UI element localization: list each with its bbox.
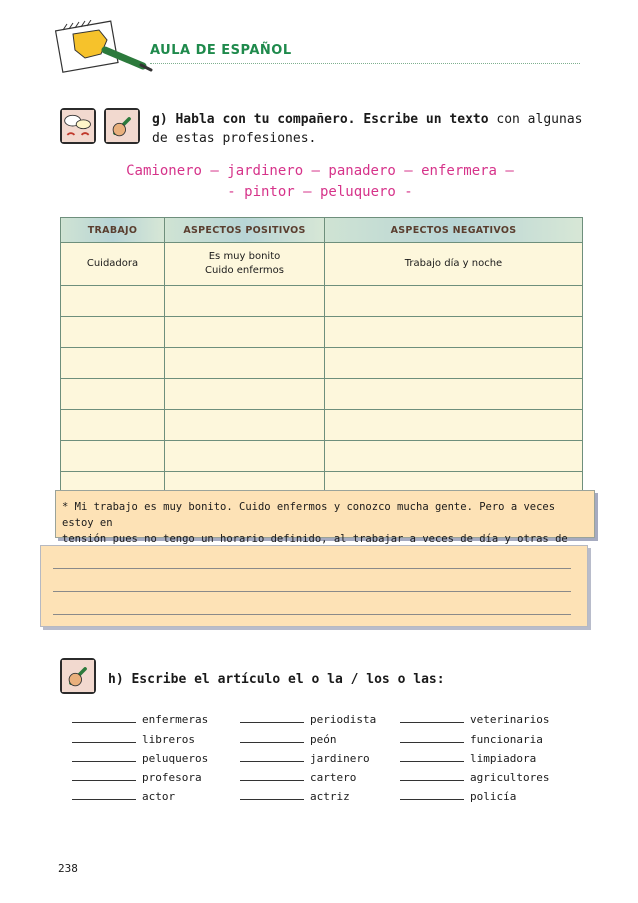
article-word: periodista bbox=[310, 713, 377, 726]
answer-blank[interactable] bbox=[72, 751, 136, 762]
table-row[interactable] bbox=[61, 379, 583, 410]
article-word: libreros bbox=[142, 733, 195, 746]
blank-cell[interactable] bbox=[165, 348, 325, 379]
article-item[interactable] bbox=[72, 712, 208, 726]
blank-cell[interactable] bbox=[61, 441, 165, 472]
header-divider bbox=[150, 63, 580, 64]
blank-cell[interactable] bbox=[325, 286, 583, 317]
answer-blank[interactable] bbox=[240, 712, 304, 723]
article-item[interactable] bbox=[72, 751, 208, 765]
article-item[interactable] bbox=[72, 770, 202, 784]
writing-area[interactable] bbox=[40, 545, 588, 627]
article-word: enfermeras bbox=[142, 713, 209, 726]
positivos-line-2: Cuido enfermos bbox=[205, 265, 284, 276]
answer-blank[interactable] bbox=[72, 732, 136, 743]
task-g-instruction bbox=[152, 110, 592, 148]
blank-cell[interactable] bbox=[325, 379, 583, 410]
answer-blank[interactable] bbox=[400, 770, 464, 781]
example-text-note bbox=[55, 490, 595, 545]
article-item[interactable] bbox=[240, 770, 356, 784]
cell-negativos: Trabajo día y noche bbox=[325, 243, 583, 286]
article-word: profesora bbox=[142, 771, 202, 784]
blank-cell[interactable] bbox=[165, 317, 325, 348]
article-item[interactable] bbox=[400, 712, 549, 726]
article-item[interactable] bbox=[400, 789, 516, 803]
professions-line-2: - pintor – peluquero - bbox=[227, 184, 413, 200]
col-header-trabajo: TRABAJO bbox=[61, 218, 165, 243]
article-item[interactable] bbox=[240, 712, 376, 726]
article-item[interactable] bbox=[400, 732, 543, 746]
answer-blank[interactable] bbox=[72, 770, 136, 781]
article-word: policía bbox=[470, 790, 517, 803]
answer-blank[interactable] bbox=[240, 789, 304, 800]
article-item[interactable] bbox=[240, 732, 337, 746]
answer-blank[interactable] bbox=[400, 751, 464, 762]
article-word: veterinarios bbox=[470, 713, 550, 726]
answer-blank[interactable] bbox=[240, 751, 304, 762]
answer-blank[interactable] bbox=[400, 732, 464, 743]
blank-cell[interactable] bbox=[165, 379, 325, 410]
article-item[interactable] bbox=[72, 732, 195, 746]
article-item[interactable] bbox=[72, 789, 175, 803]
blank-cell[interactable] bbox=[325, 441, 583, 472]
blank-cell[interactable] bbox=[325, 348, 583, 379]
hand-pencil-icon bbox=[104, 108, 140, 144]
blank-cell[interactable] bbox=[61, 410, 165, 441]
article-word: limpiadora bbox=[470, 752, 537, 765]
table-row[interactable] bbox=[61, 286, 583, 317]
positivos-line-1: Es muy bonito bbox=[208, 251, 281, 262]
professions-table bbox=[60, 217, 583, 503]
answer-blank[interactable] bbox=[400, 712, 464, 723]
answer-blank[interactable] bbox=[240, 732, 304, 743]
answer-blank[interactable] bbox=[72, 789, 136, 800]
blank-cell[interactable] bbox=[325, 410, 583, 441]
speech-bubbles-icon bbox=[60, 108, 96, 144]
article-item[interactable] bbox=[400, 751, 536, 765]
professions-line-1: Camionero – jardinero – panadero – enfermera – bbox=[126, 163, 514, 179]
article-item[interactable] bbox=[240, 751, 370, 765]
article-word: funcionaria bbox=[470, 733, 543, 746]
article-word: agricultores bbox=[470, 771, 550, 784]
article-word: jardinero bbox=[310, 752, 370, 765]
note-line-1: * Mi trabajo es muy bonito. Cuido enfermos y conozco mucha gente. Pero a veces estoy en bbox=[62, 501, 556, 529]
writing-line[interactable] bbox=[53, 591, 571, 592]
task-h-instruction: h) Escribe el artículo el o la / los o las: bbox=[108, 672, 445, 687]
blank-cell[interactable] bbox=[61, 286, 165, 317]
article-item[interactable] bbox=[400, 770, 549, 784]
col-header-negativos: ASPECTOS NEGATIVOS bbox=[325, 218, 583, 243]
blank-cell[interactable] bbox=[61, 379, 165, 410]
article-word: actriz bbox=[310, 790, 350, 803]
cell-trabajo: Cuidadora bbox=[61, 243, 165, 286]
blank-cell[interactable] bbox=[325, 317, 583, 348]
table-row[interactable] bbox=[61, 317, 583, 348]
article-word: peluqueros bbox=[142, 752, 209, 765]
article-item[interactable] bbox=[240, 789, 350, 803]
blank-cell[interactable] bbox=[165, 286, 325, 317]
article-word: cartero bbox=[310, 771, 357, 784]
answer-blank[interactable] bbox=[72, 712, 136, 723]
blank-cell[interactable] bbox=[165, 410, 325, 441]
table-row[interactable] bbox=[61, 410, 583, 441]
answer-blank[interactable] bbox=[400, 789, 464, 800]
blank-cell[interactable] bbox=[165, 441, 325, 472]
cell-positivos bbox=[165, 243, 325, 286]
table-row[interactable] bbox=[61, 348, 583, 379]
writing-line[interactable] bbox=[53, 614, 571, 615]
article-word: actor bbox=[142, 790, 176, 803]
page-number: 238 bbox=[58, 862, 78, 875]
writing-line[interactable] bbox=[53, 568, 571, 569]
col-header-positivos: ASPECTOS POSITIVOS bbox=[165, 218, 325, 243]
article-word: peón bbox=[310, 733, 337, 746]
blank-cell[interactable] bbox=[61, 317, 165, 348]
book-map-logo bbox=[55, 20, 165, 82]
header-title: AULA DE ESPAÑOL bbox=[150, 43, 292, 58]
table-row-example bbox=[61, 243, 583, 286]
blank-cell[interactable] bbox=[61, 348, 165, 379]
hand-pencil-icon bbox=[60, 658, 96, 694]
table-row[interactable] bbox=[61, 441, 583, 472]
task-g-bold: g) Habla con tu compañero. Escribe un texto bbox=[152, 112, 489, 127]
note-line-2: tensión pues no tengo un horario definido, al trabajar a veces de día y otras de bbox=[62, 533, 568, 545]
answer-blank[interactable] bbox=[240, 770, 304, 781]
task-g-rest: con algunas de estas profesiones. bbox=[152, 112, 583, 146]
